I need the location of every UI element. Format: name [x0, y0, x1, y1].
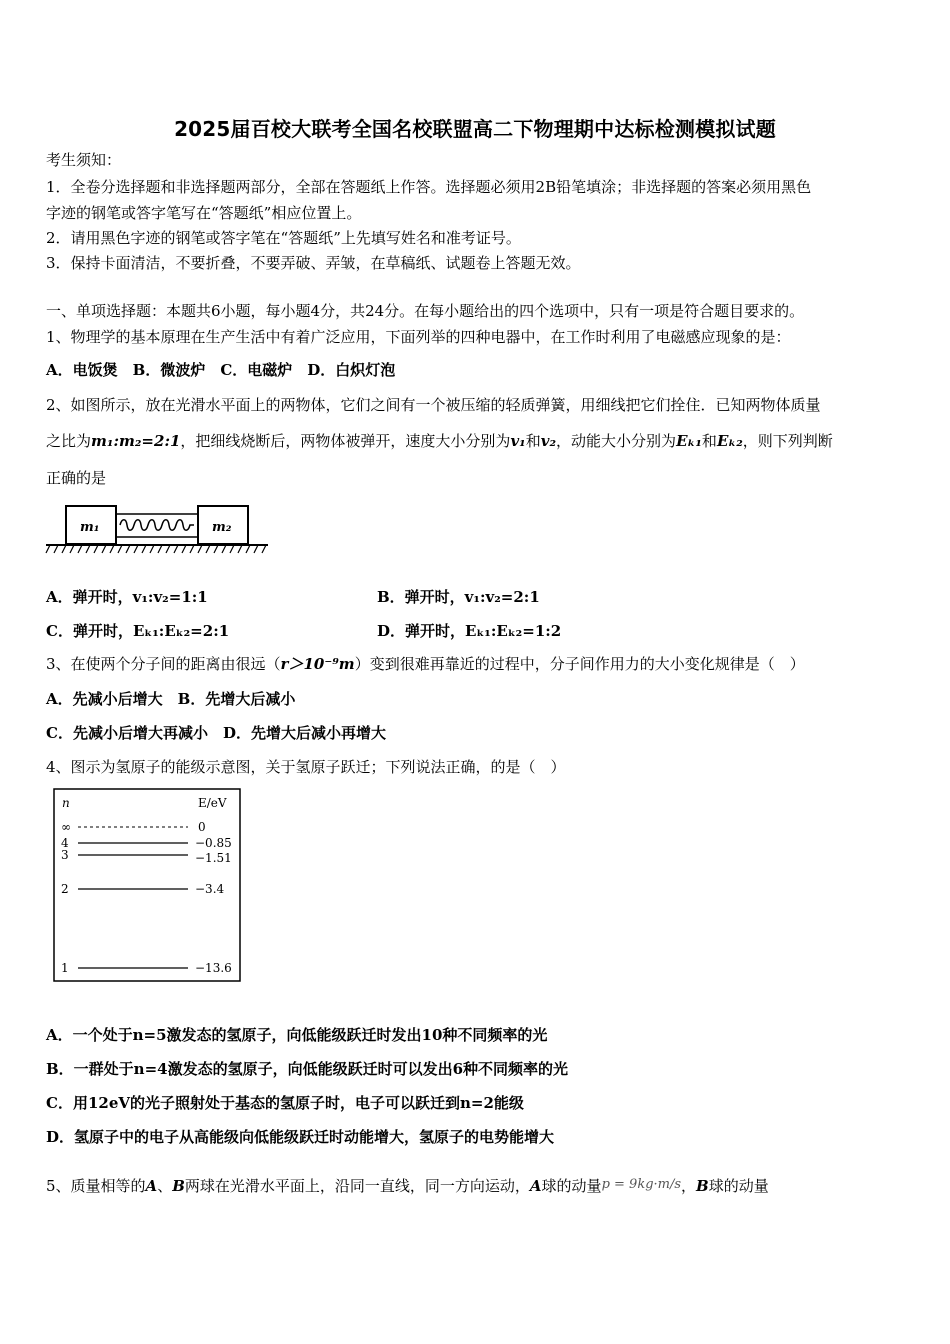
level-4-e: −0.85: [195, 836, 232, 850]
energy-level-diagram: [52, 787, 242, 983]
q2-option-d: D．弹开时，Eₖ₁:Eₖ₂=1:2: [377, 622, 562, 640]
q2-stem-line3: 正确的是: [46, 469, 107, 487]
momentum-formula: p = 9kg·m/s: [601, 1177, 682, 1192]
q4-option-b: B．一群处于n=4激发态的氢原子，向低能级跃迁时可以发出6种不同频率的光: [46, 1060, 569, 1078]
label-m1: m₁: [80, 520, 100, 535]
level-4-n: 4: [61, 836, 69, 850]
n-axis-label: n: [62, 796, 70, 810]
q1-options: A．电饭煲 B．微波炉 C．电磁炉 D．白炽灯泡: [46, 361, 396, 379]
notice-item-3: 3．保持卡面清洁，不要折叠，不要弄破、弄皱，在草稿纸、试题卷上答题无效。: [46, 254, 581, 272]
q4-option-a: A．一个处于n=5激发态的氢原子，向低能级跃迁时发出10种不同频率的光: [46, 1026, 548, 1044]
q2-option-a: A．弹开时，v₁:v₂=1:1: [46, 588, 208, 606]
spring-coil: [120, 520, 194, 531]
q3-options-cd: C．先减小后增大再减小 D．先增大后减小再增大: [46, 724, 386, 742]
notice-item-1: 1．全卷分选择题和非选择题两部分，全部在答题纸上作答。选择题必须用2B铅笔填涂；非选择题的答案必须用黑色: [46, 178, 812, 196]
spring-diagram: [44, 500, 270, 556]
q4-option-c: C．用12eV的光子照射处于基态的氢原子时，电子可以跃迁到n=2能级: [46, 1094, 524, 1112]
e-axis-label: E/eV: [198, 796, 227, 810]
level-inf-n: ∞: [61, 820, 71, 834]
q3-stem: 3、在使两个分子间的距离由很远（r＞10⁻⁹m）变到很难再靠近的过程中，分子间作用力的大小变化规律是（ ）: [46, 655, 805, 673]
level-2-e: −3.4: [195, 882, 225, 896]
section-heading: 一、单项选择题：本题共6小题，每小题4分，共24分。在每小题给出的四个选项中，只有一项是符合题目要求的。: [46, 302, 805, 320]
q4-stem: 4、图示为氢原子的能级示意图，关于氢原子跃迁；下列说法正确，的是（ ）: [46, 758, 566, 776]
label-m2: m₂: [212, 520, 232, 535]
q5-stem: 5、质量相等的A、B两球在光滑水平面上，沿同一直线，同一方向运动，A球的动量p = 9kg·m/s，B球的动量: [46, 1177, 769, 1195]
notice-item-2: 2．请用黑色字迹的钢笔或答字笔在“答题纸”上先填写姓名和准考证号。: [46, 229, 521, 247]
level-3-e: −1.51: [195, 851, 232, 865]
q2-stem-line2: 之比为m₁:m₂=2:1，把细线烧断后，两物体被弹开，速度大小分别为v₁和v₂，动能大小分别为Eₖ₁和Eₖ₂，则下列判断: [46, 432, 833, 450]
level-2-n: 2: [61, 882, 69, 896]
ground-hatch: [46, 545, 266, 553]
notice-item-1-cont: 字迹的钢笔或答字笔写在“答题纸”相应位置上。: [46, 204, 362, 222]
q2-stem-line1: 2、如图所示，放在光滑水平面上的两物体，它们之间有一个被压缩的轻质弹簧，用细线把它们拴住．已知两物体质量: [46, 396, 821, 414]
level-1-e: −13.6: [195, 961, 232, 975]
q3-options-ab: A．先减小后增大 B．先增大后减小: [46, 690, 296, 708]
notice-heading: 考生须知：: [46, 151, 122, 169]
q1-stem: 1、物理学的基本原理在生产生活中有着广泛应用，下面列举的四种电器中，在工作时利用了电磁感应现象的是：: [46, 328, 791, 346]
page-title: 2025届百校大联考全国名校联盟高二下物理期中达标检测模拟试题: [174, 117, 776, 141]
level-1-n: 1: [61, 961, 69, 975]
level-3-n: 3: [61, 848, 69, 862]
q4-option-d: D．氢原子中的电子从高能级向低能级跃迁时动能增大，氢原子的电势能增大: [46, 1128, 555, 1146]
q2-option-b: B．弹开时，v₁:v₂=2:1: [377, 588, 540, 606]
q2-option-c: C．弹开时，Eₖ₁:Eₖ₂=2:1: [46, 622, 230, 640]
level-inf-e: 0: [198, 820, 206, 834]
